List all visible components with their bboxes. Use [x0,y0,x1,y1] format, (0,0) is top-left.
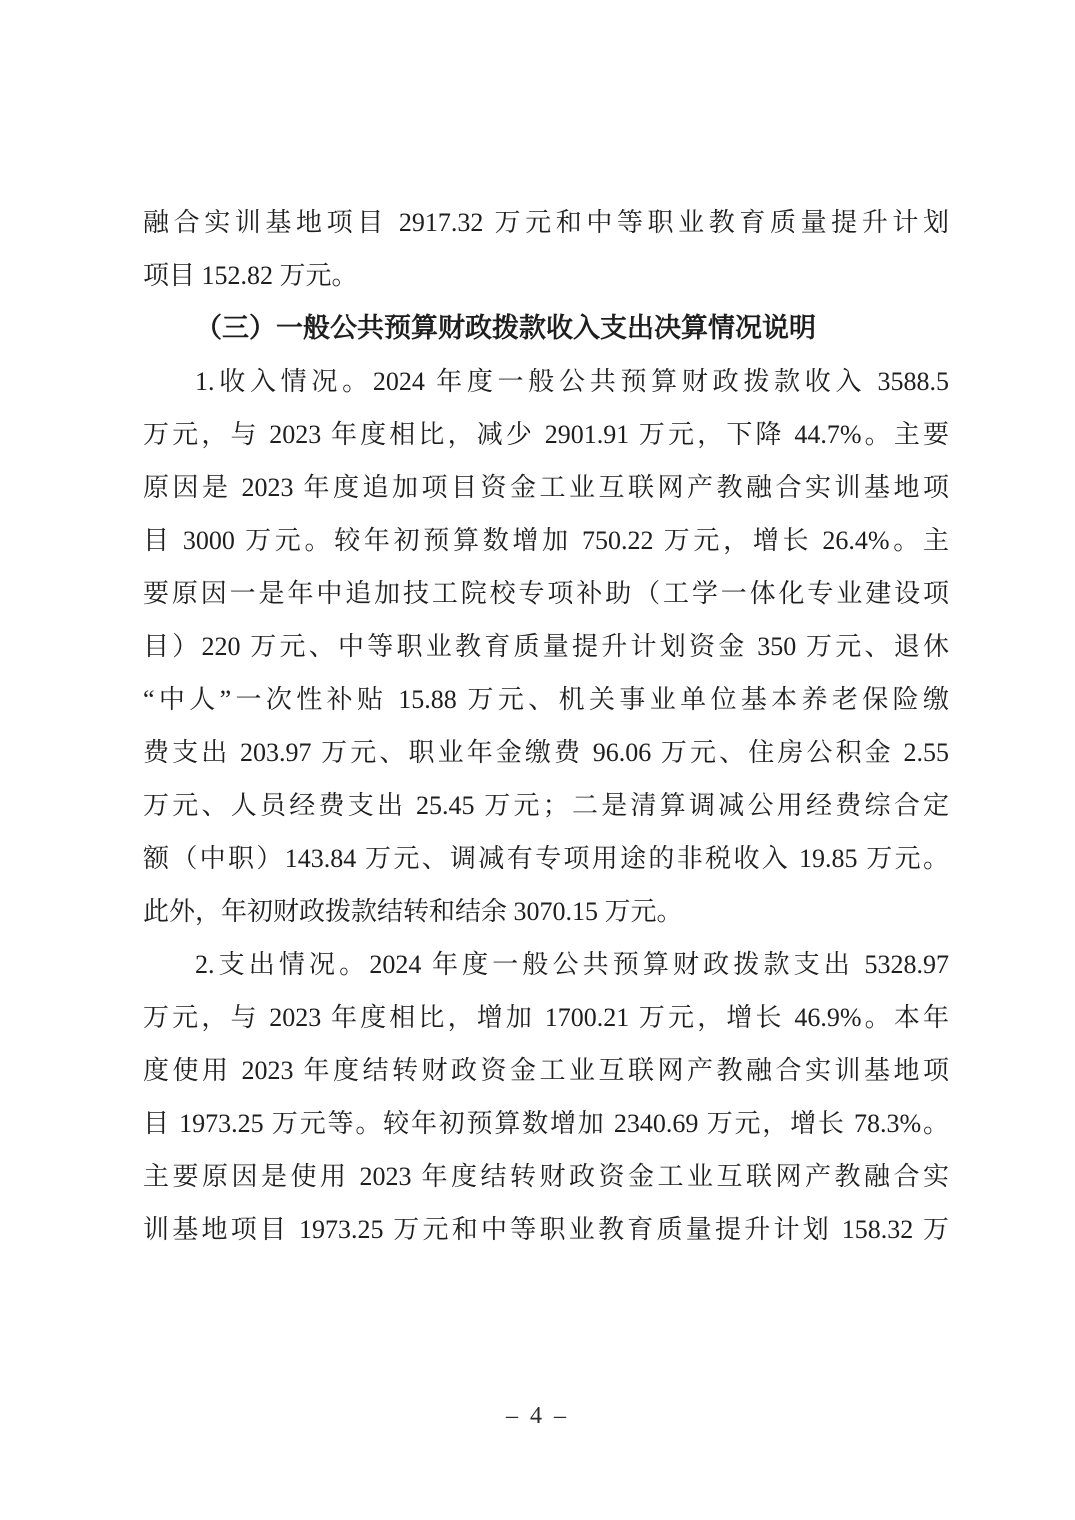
text-line: 训基地项目 1973.25 万元和中等职业教育质量提升计划 158.32 万 [143,1215,949,1244]
text-line: 融合实训基地项目 2917.32 万元和中等职业教育质量提升计划 [143,208,949,237]
text-line: 要原因一是年中追加技工院校专项补助（工学一体化专业建设项 [143,579,949,608]
text-line: 目 3000 万元。较年初预算数增加 750.22 万元，增长 26.4%。主 [143,526,949,555]
page-number: – 4 – [506,1403,569,1429]
para-carryover-funds [143,196,949,302]
text-line: 费支出 203.97 万元、职业年金缴费 96.06 万元、住房公积金 2.55 [143,738,949,767]
text-line: 万元、人员经费支出 25.45 万元；二是清算调减公用经费综合定 [143,791,949,820]
text-line: 目）220 万元、中等职业教育质量提升计划资金 350 万元、退休 [143,632,949,661]
text-line: 万元，与 2023 年度相比，增加 1700.21 万元，增长 46.9%。本年 [143,1003,949,1032]
text-line: 额（中职）143.84 万元、调减有专项用途的非税收入 19.85 万元。 [143,844,949,873]
text-line: 主要原因是使用 2023 年度结转财政资金工业互联网产教融合实 [143,1162,949,1191]
text-line: “中人”一次性补贴 15.88 万元、机关事业单位基本养老保险缴 [143,685,949,714]
text-line: 度使用 2023 年度结转财政资金工业互联网产教融合实训基地项 [143,1056,949,1085]
text-line: 1.收入情况。2024 年度一般公共预算财政拨款收入 3588.5 [195,367,949,396]
heading-section-three [143,302,949,355]
text-line: 目 1973.25 万元等。较年初预算数增加 2340.69 万元，增长 78.3%。 [143,1109,949,1138]
para-income-situation [143,355,949,938]
document-body [143,196,949,1256]
text-line: 2.支出情况。2024 年度一般公共预算财政拨款支出 5328.97 [195,950,949,979]
page-footer [0,1394,1075,1438]
text-line: 此外，年初财政拨款结转和结余 3070.15 万元。 [143,897,683,926]
text-line: 万元，与 2023 年度相比，减少 2901.91 万元，下降 44.7%。主要 [143,420,949,449]
para-expenditure-situation [143,938,949,1256]
text-line: 项目 152.82 万元。 [143,261,358,290]
text-line: （三）一般公共预算财政拨款收入支出决算情况说明 [195,313,816,343]
text-line: 原因是 2023 年度追加项目资金工业互联网产教融合实训基地项 [143,473,949,502]
